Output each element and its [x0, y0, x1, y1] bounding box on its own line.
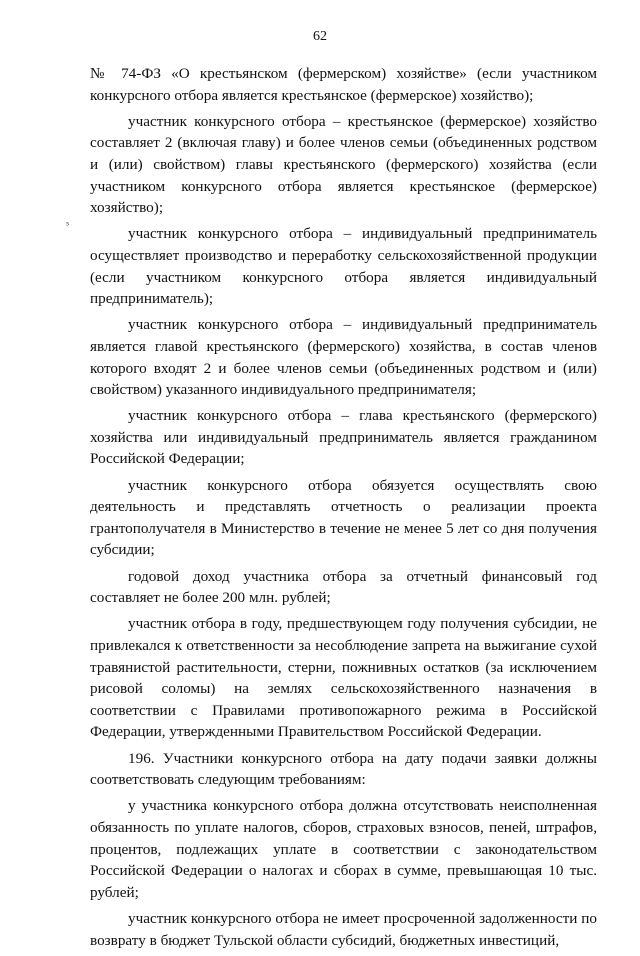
scan-mark: ⁵	[66, 220, 70, 230]
paragraph: у участника конкурсного отбора должна отсутствовать неисполненная обязанность по уплате налогов, сборов, страховых взносов, пеней, штрафов, процентов, подлежащих уплате в соответствии с законодательством Российской Федерации о налогах и сборах в сумме, превышающая 10 тыс. рублей;	[90, 797, 597, 901]
paragraph: годовой доход участника отбора за отчетный финансовый год составляет не более 200 млн. рублей;	[90, 567, 597, 607]
paragraph: участник конкурсного отбора – крестьянское (фермерское) хозяйство составляет 2 (включая главу) и более членов семьи (объединенных родством и (или) свойством) главы крестьянского (фермерского) хозяйства (если участником конкурсного отбора является крестьянское (фермерское) хозяйство);	[90, 112, 597, 217]
paragraph: участник конкурсного отбора – глава крестьянского (фермерского) хозяйства или индивидуальный предприниматель является гражданином Российской Федерации;	[90, 407, 597, 468]
paragraph: участник конкурсного отбора – индивидуальный предприниматель осуществляет производство и переработку сельскохозяйственной продукции (если участником конкурсного отбора является индивидуальный предприниматель);	[90, 225, 597, 308]
paragraph: № 74-ФЗ «О крестьянском (фермерском) хозяйстве» (если участником конкурсного отбора является крестьянское (фермерское) хозяйство);	[90, 65, 597, 104]
paragraph: участник конкурсного отбора не имеет просроченной задолженности по возврату в бюджет Тульской области субсидий, бюджетных инвестиций,	[90, 909, 597, 949]
paragraph: участник отбора в году, предшествующем году получения субсидии, не привлекался к ответственности за несоблюдение запрета на выжигание сухой травянистой растительности, стерни, пожнивных остатков (за исключением рисовой соломы) на землях сельскохозяйственного назначения в соответствии с Правилами противопожарного режима в Российской Федерации, утвержденными Правительством Российской Федерации.	[90, 615, 597, 741]
paragraph: 196. Участники конкурсного отбора на дату подачи заявки должны соответствовать следующим требованиям:	[90, 749, 597, 789]
document-body	[90, 63, 597, 956]
paragraph: участник конкурсного отбора обязуется осуществлять свою деятельность и представлять отчетность о реализации проекта грантополучателя в Министерство в течение не менее 5 лет со дня получения субсидии;	[90, 476, 597, 559]
paragraph: участник конкурсного отбора – индивидуальный предприниматель является главой крестьянского (фермерского) хозяйства, в состав членов которого входят 2 и более членов семьи (объединенных родством и (или) свойством) указанного индивидуального предпринимателя;	[90, 316, 597, 399]
page-number: 62	[313, 29, 327, 44]
